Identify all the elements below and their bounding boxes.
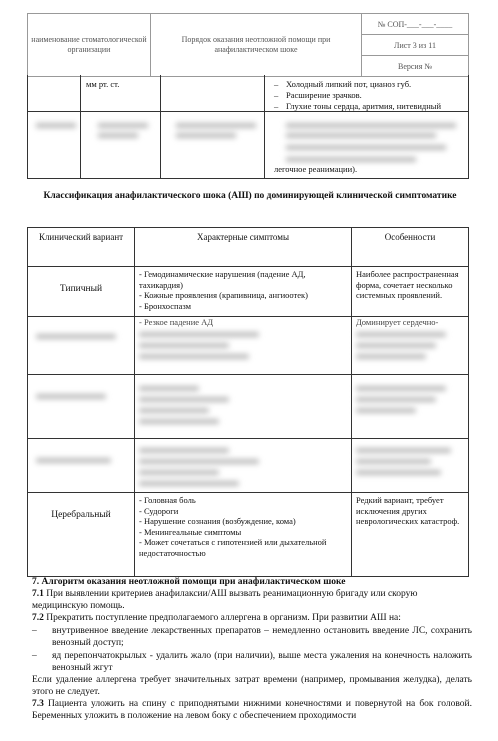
paragraph-7-3: 7.3 Пациента уложить на спину с приподнятыми нижними конечностями и повернутой на бок головой. Беременных уложить в положение на левом боку с обеспечением проходимости [32,699,472,721]
blurred-features [356,326,456,365]
blurred-features [356,380,456,419]
blurred-variant [36,388,126,405]
paragraph-7-1: 7.1 При выявлении критериев анафилаксии/АШ вызвать реанимационную бригаду или скорую медицинскую помощь. [32,589,418,611]
partial-symptom: - Резкое падение АД [139,317,214,327]
version-number: Версия № [397,61,433,71]
blurred-variant [36,328,126,345]
variant-typical: Типичный [59,284,103,294]
blurred-symptoms [139,380,339,430]
symptom-list [274,79,441,112]
org-name: наименование стоматологической организации [28,14,151,76]
blurred-features [356,442,456,481]
symptom-item: - Кожные проявления (крапивница, ангиоотек) [139,290,308,300]
classification-table [27,227,469,577]
header-features: Особенности [384,232,436,242]
cerebral-features: Редкий вариант, требует исключения других неврологических катастроф. [356,495,460,526]
symptom-item: - Менингеальные симптомы [139,526,242,537]
symptoms-continuation-table [27,75,469,179]
dash-item-venom: – яд перепончатокрылых - удалить жало (при наличии), выше места ужаления на конечность наложить венозный жгут [32,651,472,673]
symptom-item: - Может сочетаться с гипотензией или дыхательной недостаточностью [139,537,327,558]
symptom-item: – Глухие тоны сердца, аритмия, нитевидный [274,101,441,112]
sheet-number: Лист 3 из 11 [362,35,468,56]
variant-cerebral: Церебральный [51,510,111,520]
symptom-item: - Головная боль [139,495,196,505]
symptom-item: - Нарушение сознания (возбуждение, кома) [139,516,296,526]
symptom-item: – Холодный липкий пот, цианоз губ. [274,79,441,90]
sop-number: № СОП-___-___-____ [362,14,468,35]
classification-title: Классификация анафилактического шока (АШ) по доминирующей клинической симптоматике [43,191,457,201]
symptom-item: - Бронхоспазм [139,300,191,311]
header-meta [362,14,468,76]
document-header [27,13,469,77]
symptom-item: – Расширение зрачков. [274,90,441,101]
document-title: Порядок оказания неотложной помощи при анафилактическом шоке [151,14,362,76]
partial-feature: Доминирует сердечно- [356,317,439,327]
reanimation-text: легочное реанимации). [274,164,358,174]
cerebral-symptoms [139,495,347,558]
dash-item-iv: – внутривенное введение лекарственных препаратов – немедленно остановить введение ЛС, сохранить венозный доступ; [32,626,472,648]
typical-features: Наиболее распространенная форма, сочетает несколько системных проявлений. [356,269,459,300]
header-symptoms: Характерные симптомы [197,232,289,242]
pressure-unit: мм рт. ст. [86,79,120,89]
blurred-symptoms [139,326,339,365]
symptom-item: - Судороги [139,505,179,516]
paragraph-allergen-removal: Если удаление аллергена требует значительных затрат времени (например, промывания желудка), делать этого не следует. [32,675,472,697]
symptom-item: - Гемодинамические нарушения (падение АД, тахикардия) [139,269,306,290]
typical-symptoms [139,269,347,311]
blurred-variant [36,452,126,469]
header-variant: Клинический вариант [38,232,124,242]
paragraph-7-2: 7.2 Прекратить поступление предполагаемого аллергена в организм. При развитии АШ на: [32,613,401,623]
section-heading: 7. Алгоритм оказания неотложной помощи при анафилактическом шоке [32,577,346,587]
blurred-symptoms [139,442,339,492]
